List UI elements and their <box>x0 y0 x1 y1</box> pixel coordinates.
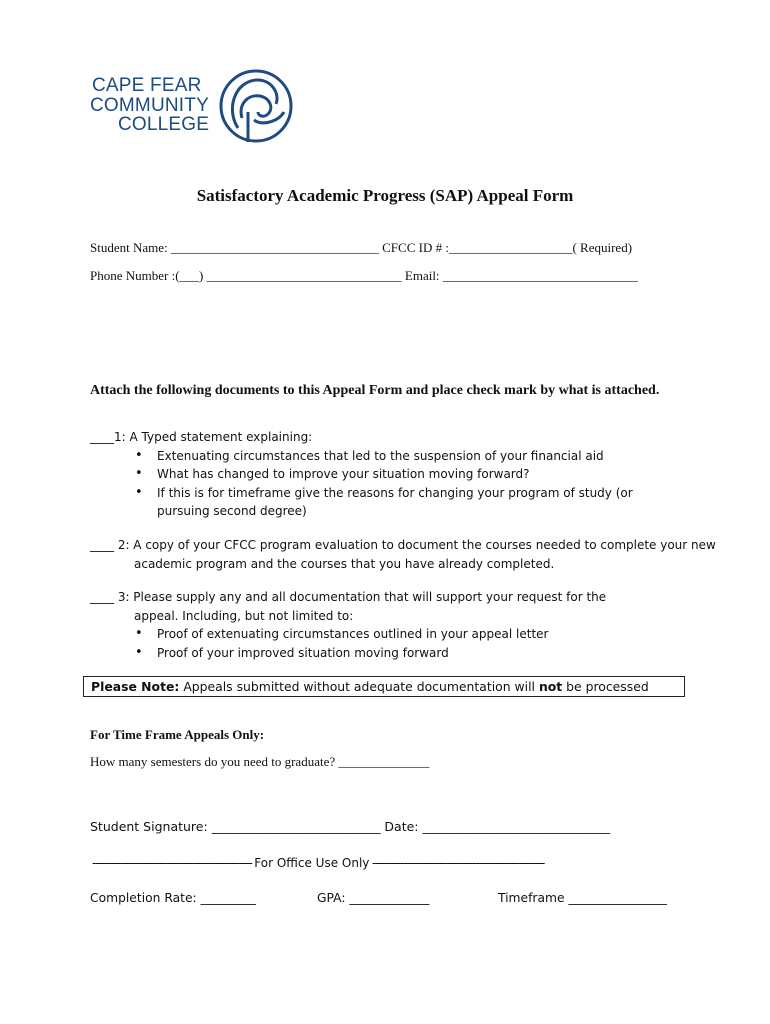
gpa-field[interactable]: _____________ <box>349 891 430 905</box>
cfcc-logo <box>90 68 295 146</box>
note-emphasis: not <box>538 679 563 694</box>
item-3-bullet: • Proof of your improved situation moving forward <box>133 644 606 663</box>
note-label: Please Note: <box>91 679 180 694</box>
student-name-label: Student Name: <box>90 240 168 255</box>
cfcc-id-required: ( Required) <box>572 240 633 255</box>
attachments-heading: Attach the following documents to this Appeal Form and place check mark by what is attached. <box>90 383 660 398</box>
signature-label: Student Signature: <box>90 819 208 834</box>
date-field[interactable]: ______________________________ <box>422 819 610 834</box>
completion-rate <box>90 891 256 905</box>
phone-close-paren: ) <box>199 268 204 283</box>
contact-row <box>90 268 638 284</box>
semesters-question[interactable]: How many semesters do you need to graduate? ______________ <box>90 754 430 769</box>
please-note-box <box>83 676 685 697</box>
completion-rate-label: Completion Rate: <box>90 891 197 905</box>
attachment-item-1 <box>90 428 690 521</box>
cfcc-id-label: CFCC ID # : <box>382 240 449 255</box>
cfcc-id-field[interactable]: ___________________ <box>448 240 573 255</box>
student-name-field[interactable]: ________________________________ <box>170 240 379 255</box>
logo-wordmark <box>90 76 209 135</box>
logo-line-2: COMMUNITY <box>90 94 209 116</box>
email-label: Email: <box>404 268 440 283</box>
attachment-item-3 <box>90 588 606 662</box>
phone-field[interactable]: ______________________________ <box>206 268 402 283</box>
item-3-bullet: • Proof of extenuating circumstances outlined in your appeal letter <box>133 625 606 644</box>
office-use-title: For Office Use Only <box>254 856 370 870</box>
email-field[interactable]: ______________________________ <box>442 268 638 283</box>
divider-left: --------------------------------------------------- <box>92 856 252 870</box>
office-timeframe-label: Timeframe <box>498 891 565 905</box>
note-text-after: be processed <box>566 679 649 694</box>
cfcc-wave-logo-icon <box>218 68 294 144</box>
item-1-bullet: • If this is for timeframe give the reasons for changing your program of study (or pursuing second degree) <box>133 484 657 521</box>
office-timeframe-field[interactable]: ________________ <box>568 891 667 905</box>
divider-right: ------------------------------------------------------- <box>372 856 545 870</box>
logo-line-1: CAPE FEAR <box>92 75 202 96</box>
phone-area-field[interactable]: ___ <box>179 268 200 283</box>
timeframe-heading: For Time Frame Appeals Only: <box>90 727 265 742</box>
signature-field[interactable]: ___________________________ <box>211 819 381 834</box>
phone-label: Phone Number :( <box>90 268 180 283</box>
date-label: Date: <box>384 819 419 834</box>
item-3-line-1[interactable]: ____ 3: Please supply any and all documentation that will support your request for the <box>90 590 607 604</box>
item-2-line-1[interactable]: ____ 2: A copy of your CFCC program evaluation to document the courses needed to complete your new <box>90 538 716 552</box>
note-text-before: Appeals submitted without adequate documentation will <box>183 679 535 694</box>
gpa-label: GPA: <box>317 891 346 905</box>
logo-line-3: COLLEGE <box>118 114 210 135</box>
item-1-text[interactable]: ____1: A Typed statement explaining: <box>90 430 313 444</box>
item-1-bullets <box>133 447 673 521</box>
gpa <box>317 891 429 905</box>
student-info-row <box>90 240 632 256</box>
signature-row <box>90 819 610 834</box>
item-1-bullet: • Extenuating circumstances that led to the suspension of your financial aid <box>133 447 673 466</box>
completion-rate-field[interactable]: _________ <box>200 891 256 905</box>
item-3-bullets <box>133 625 606 662</box>
attachment-item-2 <box>90 536 716 573</box>
office-use-divider <box>92 856 680 870</box>
office-timeframe <box>498 891 667 905</box>
item-1-bullet: • What has changed to improve your situation moving forward? <box>133 465 673 484</box>
item-2-line-2: academic program and the courses that you have already completed. <box>134 556 555 571</box>
item-3-line-2: appeal. Including, but not limited to: <box>134 608 354 623</box>
form-title: Satisfactory Academic Progress (SAP) Appeal Form <box>196 186 574 205</box>
